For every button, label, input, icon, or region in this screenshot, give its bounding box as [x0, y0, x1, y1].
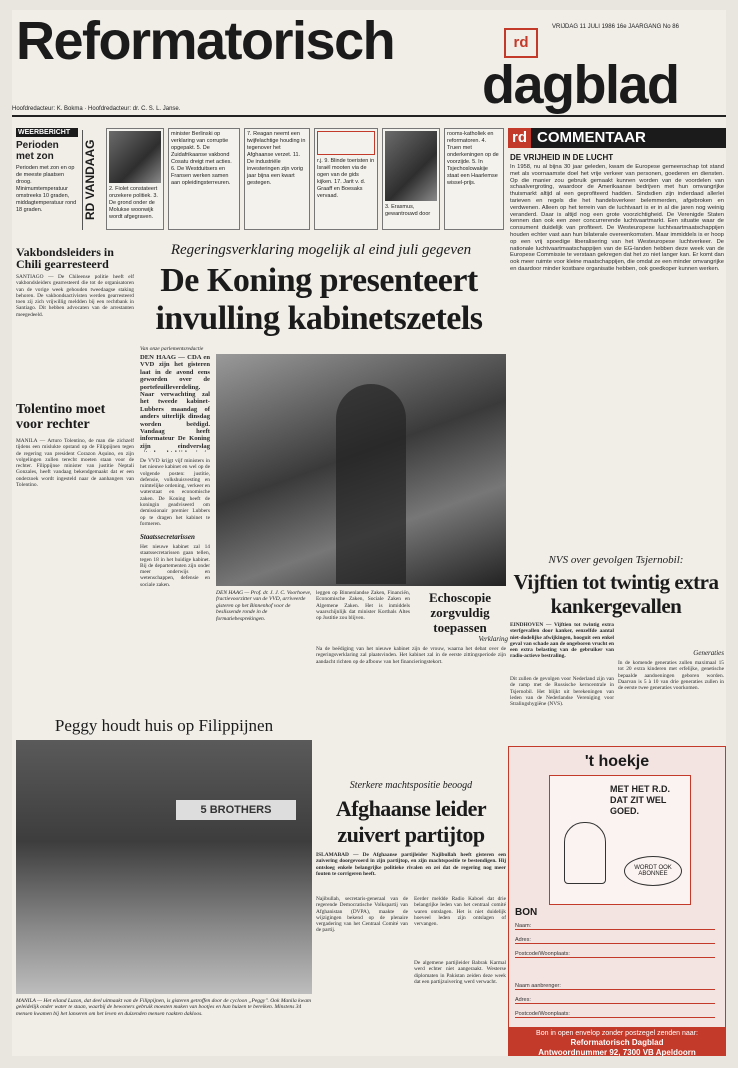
coupon-footer-2: Reformatorisch Dagblad: [570, 1038, 664, 1047]
bon-label: BON: [515, 907, 538, 918]
kanker-kicker: NVS over gevolgen Tsjernobil:: [548, 554, 684, 566]
kanker-headline[interactable]: Vijftien tot twintig extra kankergevallen: [513, 570, 719, 618]
cartoon: [549, 775, 691, 905]
masthead-rule: [12, 115, 726, 117]
kanker-intro: EINDHOVEN — Vijftien tot twintig extra sterfgevallen door kanker, eenzelfde aantal niet-dodelijke afwijkingen, hooguit een enkel geval van schade aan de ongeboren vrucht en een extra belasting van de gebruiker van radio-actieve bestraling.: [510, 622, 614, 660]
teaser-text: 3. Erasmus, gewantrouwd door: [385, 204, 431, 217]
coupon-footer-3: Antwoordnummer 92, 7300 VB Apeldoorn: [538, 1048, 696, 1056]
tolentino-text: MANILA — Arturo Tolentino, de man die zichzelf tijdens een mislukte opstand op de Filippijnen tegen de regering van president Corazon Aquino, en zijn volgelingen zullen terecht moeten staan voor de rechter. Filippijnse minister van justitie Neptali Gonzales, heeft vandaag bekendgemaakt dat er een onderzoek wordt ingesteld naar de aanhangers van Tolentino.: [16, 438, 134, 489]
coupon-footer-1: Bon in open envelop zonder postzegel zenden naar:: [536, 1030, 698, 1037]
address-field[interactable]: Adres:: [515, 937, 715, 944]
editor-line: Hoofdredacteur: K. Bokma · Hoofdredacteur: dr. C. S. L. Janse.: [12, 106, 181, 112]
afghan-kicker: Sterkere machtspositie beoogd: [349, 780, 473, 791]
teaser-4[interactable]: [314, 128, 378, 230]
cartoon-figure: [564, 822, 606, 884]
hoekje-title: 't hoekje: [584, 753, 650, 770]
verklaring-text: Na de beëdiging van het nieuwe kabinet zijn de vrouw, waarna het debat over de regeringsverklaring zal plaatsvinden. Het kabinet zal in de eerste zittingsperiode zijn aandacht richten op de afbouw van het financieringstekort.: [316, 646, 506, 665]
weather-header: WEERBERICHT: [16, 128, 78, 137]
teaser-text: r.j. 9. Blinde toeristen in Israël mooten via de ogen van de gids kijken. 17. Jarit v. d. Graaff en Boesaks vervaad.: [317, 158, 375, 199]
echo-headline[interactable]: Echoscopie zorgvuldig toepassen: [428, 590, 492, 635]
referrer-address-field[interactable]: Adres:: [515, 997, 715, 1004]
teaser-6[interactable]: [444, 128, 504, 230]
afghan-headline[interactable]: Afghaanse leider zuivert partijtop: [335, 796, 487, 847]
commentaar-body: In 1958, nu al bijna 30 jaar geleden, kwam de Europese gemeenschap tot stand met als voornaamste doel het vrije verkeer van personen, goederen en diensten. Op die manier zou gebruik gemaakt kunnen worden van de voordelen van schaalvergroting, waardoor de Amerikaanse bedrijven met hun omvangrijke thuismarkt altijd al een geprofiteerd hadden. Sindsdien zijn inderdaad allerlei tarieven en regels die het handelsverkeer belemmerden, afgebroken en verdwenen. Alleen op het terrein van de luchtvaart is er in al die jaren nog weinig veranderd. Daar is altijd nog een grote voorzichtigheid. De Verenigde Staten kennen dan ook een zeer concurrerende luchtvaartmarkt. Een situatie waar de consument duidelijk van profiteert. De Westeuropese luchtvaartmaatschappijen houden echter vast aan hun bilaterale overeenkomsten. Maar immiddels is er hoop op een vrij spoedige liberalisering van het Westeuropese luchtverkeer. De nationale luchtvaartmaatschappijen van de EG-landen hebben deze week van de Europese Commissie te verstaan gekregen dat het zo niet langer kan. Er komt dan ook meer ruimte voor kleine maatschappijen, die omdat ze een minder omvangrijke en daardoor minder kostbare organisatie hebben, ook goedkoper kunnen werken.: [510, 164, 724, 272]
teaser-text: 7. Reagan neemt een twijfelachtige houding in tegenover het Afghaanse verzet. 11. De industriële investeringen zijn vorig jaar bijna een kwart gestegen.: [247, 131, 306, 186]
rd-logo-small: rd: [508, 128, 531, 148]
afghan-body-3: De algemene partijleider Babrak Karmal werd echter niet aangeraakt. Westerse diplomaten in Pakistan zeiden deze week dat een partijzuivering werd verwacht.: [414, 960, 506, 985]
teaser-5[interactable]: [382, 128, 440, 230]
lead-photo-caption: DEN HAAG — Prof. dr. J. J. C. Voorhoeve, fractievoorzitter van de VVD, arriveerde gisteren op het Binnenhof voor de beslissende ronde in de formatiebesprekingen.: [216, 590, 312, 622]
chili-headline[interactable]: Vakbondsleiders in Chili gearresteerd: [16, 245, 114, 271]
weather-text: Perioden met zon en op de meeste plaatsen droog. Minimumtemperatuur omstreeks 10 graden, middagtemperatuur rond 18 graden.: [16, 165, 77, 213]
weather-title: Perioden met zon: [16, 140, 59, 162]
commentaar-headline[interactable]: DE VRIJHEID IN DE LUCHT: [510, 153, 614, 162]
lead-subhead: Staatssecretarissen: [140, 533, 195, 541]
verklaring-subhead: Verklaring: [478, 635, 508, 643]
referrer-postcode-field[interactable]: Postcode/Woonplaats:: [515, 1011, 715, 1018]
weather-box: [16, 128, 78, 228]
masthead-subtitle: dagblad: [482, 55, 679, 115]
hoekje-coupon: [508, 746, 726, 1056]
coupon-footer: [509, 1027, 725, 1056]
teaser-text: minister Berlinski op verklaring van corruptie opgepakt. 5. De Zuidafrikaanse vakbond Cosatu dreigt met acties. 6. De Westduitsers en Fransen werken samen aan opleidingsterreuren.: [171, 131, 232, 186]
commentaar-label: COMMENTAAR: [537, 129, 646, 146]
generaties-subhead: Generaties: [693, 649, 724, 657]
teaser-2[interactable]: [168, 128, 240, 230]
referrer-name-field[interactable]: Naam aanbrenger:: [515, 983, 715, 990]
lead-body-2: Het nieuwe kabinet zal 14 staatssecretarissen gaan tellen, tegen 18 in het huidige kabinet. Bij de departementen zijn onder meer onderwijs en wetenschappen, defensie en sociale zaken.: [140, 544, 210, 588]
kanker-body-2: In de komende generaties zullen maximaal 15 tot 20 extra kinderen met erfelijke, genetische bepaalde aandoeningen geboren worden. Daarvan is 5 à 10 van drie generaties zullen in de eerste twee generaties voorkomen.: [618, 660, 724, 692]
shop-sign: 5 BROTHERS: [176, 800, 296, 820]
teaser-photo: [109, 131, 161, 183]
name-field[interactable]: Naam:: [515, 923, 715, 930]
peggy-caption: MANILA — Het eiland Luzon, dat deel uitmaakt van de Filippijnen, is gisteren getroffen door de cycloon „Peggy". Ook Manila kwam geleidelijk onder water te staan, waarbij de bewoners gebruik moesten maken van bootjes en hun huizen te bereiken. Minstens 34 mensen kwamen bij het lanseren om het leven en duizenden mensen raakten dakloos.: [16, 998, 311, 1017]
teaser-text: rooms-katholiek en reformatoren. 4. Truen met onderkeningen op de voorzijde. 5. In Tsjechoslowakije staat een Haarlemse wissel-prijs.: [447, 131, 499, 186]
masthead-title: Reformatorisch: [16, 11, 395, 71]
teaser-1[interactable]: [106, 128, 164, 230]
commentaar-bar: [508, 128, 726, 148]
afghan-body-1: Najibullah, secretaris-generaal van de regerende Democratische Volkspartij van Afghanistan (DVPA), maakte de wijzigingen bekend op de plenaire vergadering van het Centraal Comité van de partij.: [316, 896, 408, 934]
dateline: VRIJDAG 11 JULI 1986 16e JAARGANG No 86: [552, 24, 679, 30]
lead-intro: DEN HAAG — CDA en VVD zijn het gisteren laat in de avond eens geworden over de portefeuilleverdeling. Naar verwachting zal het tweede kabinet-Lubbers maandag of anders uiterlijk dinsdag worden beëdigd. Vandaag heeft informateur De Koning zijn eindverslag: [140, 354, 210, 450]
rd-logo: rd: [504, 28, 538, 58]
lead-kicker: Regeringsverklaring mogelijk al eind juli gegeven: [170, 242, 472, 258]
lead-photo: [216, 354, 506, 586]
teaser-3[interactable]: [244, 128, 310, 230]
peggy-headline[interactable]: Peggy houdt huis op Filippijnen: [54, 716, 274, 735]
teaser-photo: [385, 131, 437, 201]
rd-vandaag-label: RD VANDAAG: [82, 130, 103, 230]
cartoon-speech: MET HET R.D. DAT ZIT WEL GOED.: [610, 784, 670, 816]
kanker-body: Dit zullen de gevolgen voor Nederland zijn van de ramp met de Russische kerncentrale in Tsjernobil. Het blijkt uit berekeningen van leden van de Nederlandse Vereniging voor Stralingshygiëne (NVS).: [510, 676, 614, 708]
cartoon-badge: WORDT OOK ABONNEE: [624, 856, 682, 886]
lead-byline: Van onze parlementsredactie: [140, 346, 204, 352]
chili-text: SANTIAGO — De Chileense politie heeft elf vakbondsleiders gearresteerd die tot de organisatoren van de vorige week gehouden tweedaagse staking behoren. De vakbondsactivisten werden gearresteerd toen zij zich vrijwillig meldden bij een rechtbank in Santiago. Dit hebben advocaten van de arrestanten meegedeeld.: [16, 274, 134, 318]
flood-photo: [16, 740, 312, 994]
teaser-text: 2. Fiolet constateert onzekere politiek. 3. De grond onder de Molukse woonwijk wordt afgegraven.: [109, 186, 158, 220]
afghan-intro: ISLAMABAD — De Afghaanse partijleider Najibullah heeft gisteren een zuivering doorgevoerd in zijn partijtop, en zijn machtspositie te bestendigen. Hij ontsloeg enkele belangrijke politieke rivalen en zei dat de regering nog meer fouten te corrigeren heeft.: [316, 852, 506, 877]
figure-silhouette: [336, 384, 406, 584]
lead-body: De VVD krijgt vijf ministers in het nieuwe kabinet en wel op de volgende posten: justitie, defensie, volkshuisvesting en ruimtelijke ordening, verkeer en waterstaat en economische zaken. De Koning heeft de koningin geadviseerd om demissionair premier Lubbers op te dragen het kabinet te formeren.: [140, 458, 210, 527]
afghan-body-2: Eerder meldde Radio Kaboel dat drie belangrijke leden van het centraal comité waren ontslagen. Het is niet duidelijk hoeveel leden zijn ontslagen of vervangen.: [414, 896, 506, 928]
lead-headline[interactable]: De Koning presenteert invulling kabinetszetels: [155, 262, 483, 337]
tolentino-headline[interactable]: Tolentino moet voor rechter: [16, 402, 106, 432]
newspaper-page: [12, 10, 726, 1056]
lead-continued: leggen op Binnenlandse Zaken, Financiën, Economische Zaken, Sociale Zaken en Algemene Zaken. Het is inmiddels waarschijnlijk dat minister Korthals Altes op Justitie zou blijven.: [316, 590, 410, 622]
postcode-field[interactable]: Postcode/Woonplaats:: [515, 951, 715, 958]
teaser-graphic: [317, 131, 375, 155]
